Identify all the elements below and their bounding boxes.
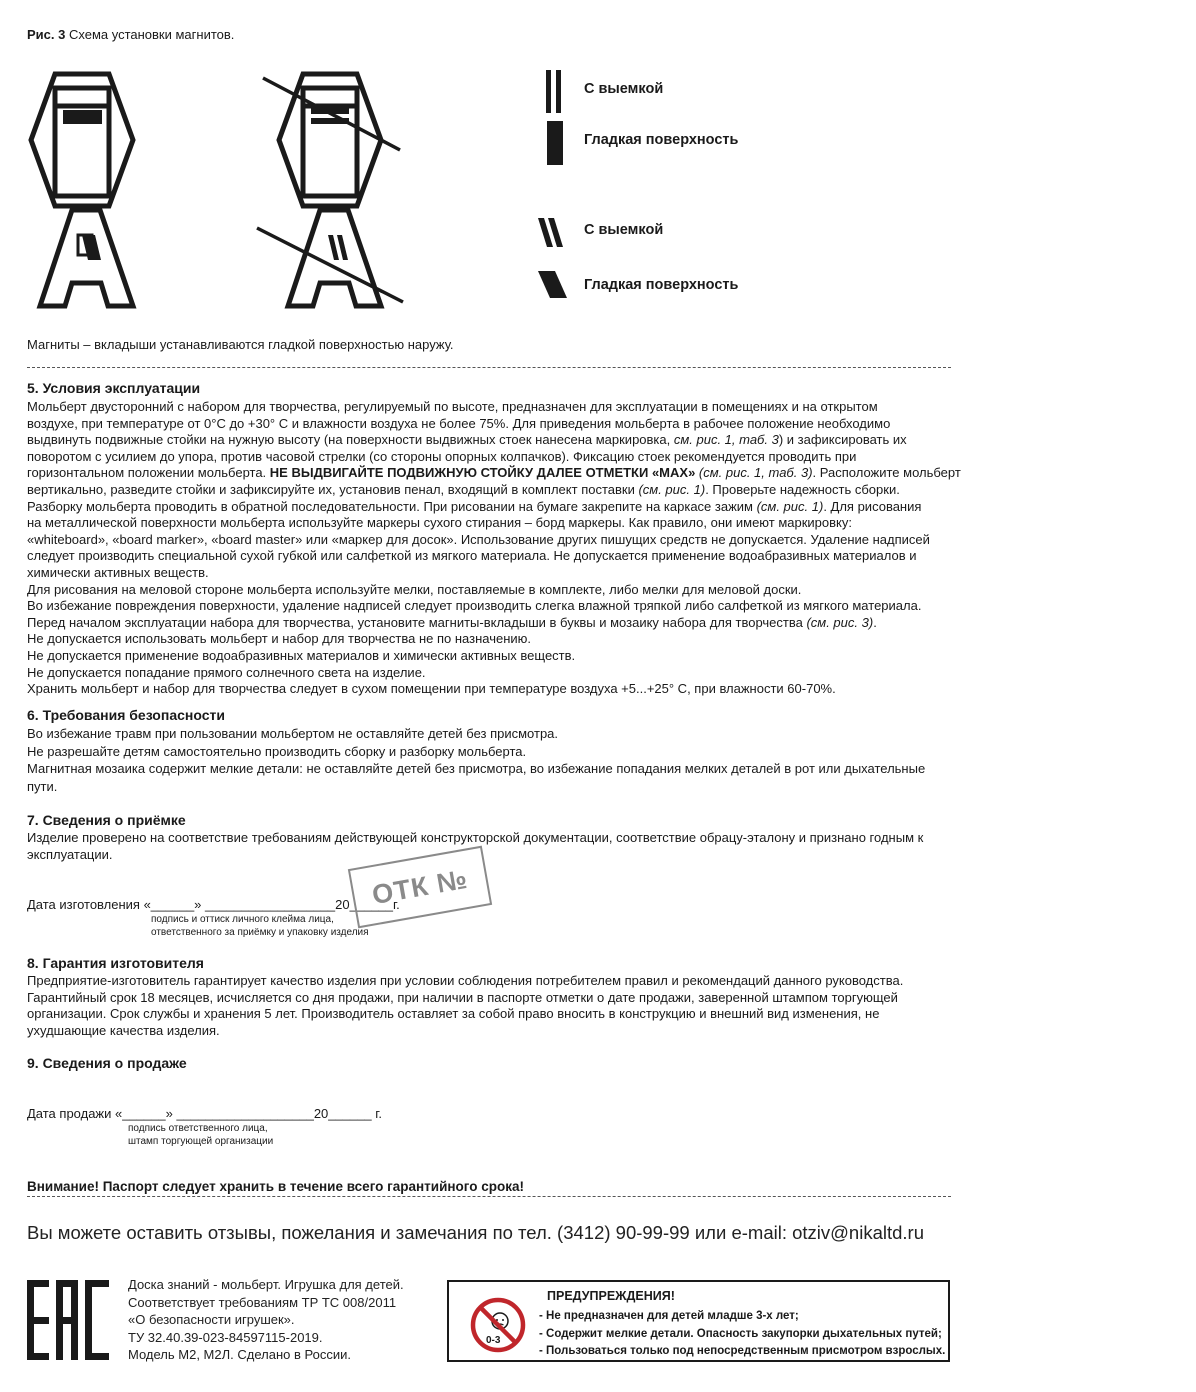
hexagon-correct-icon: [31, 74, 133, 206]
warning-item: - Содержит мелкие детали. Опасность закупорки дыхательных путей;: [539, 1327, 942, 1340]
warning-item: - Пользоваться только под непосредственным присмотром взрослых.: [539, 1345, 946, 1357]
section-9-title: 9. Сведения о продаже: [27, 1055, 187, 1071]
section-8-title: 8. Гарантия изготовителя: [27, 955, 204, 971]
otk-stamp: ОТК №: [348, 846, 492, 929]
magnet-note: Магниты – вкладыши устанавливаются гладкой поверхностью наружу.: [27, 337, 454, 352]
eac-logo: [27, 1280, 109, 1365]
magnet-diagram: [0, 50, 960, 320]
letter-a-correct-icon: [40, 210, 133, 306]
section-5-title: 5. Условия эксплуатации: [27, 380, 201, 396]
eac-mark-icon: [27, 1280, 109, 1360]
sale-date-line: Дата продажи «______» ___________________20______ г.: [27, 1106, 383, 1121]
groove-legend-icon: [546, 70, 561, 113]
svg-text:0-3: 0-3: [486, 1335, 501, 1346]
letter-a-wrong-icon: [257, 210, 403, 306]
divider: [27, 1196, 951, 1197]
legend-groove-label: С выемкой: [584, 81, 664, 97]
warnings-title: ПРЕДУПРЕЖДЕНИЯ!: [547, 1289, 675, 1303]
legend-groove-label-2: С выемкой: [584, 222, 664, 238]
attention-note: Внимание! Паспорт следует хранить в течение всего гарантийного срока!: [27, 1179, 524, 1194]
section-7-title: 7. Сведения о приёмке: [27, 812, 186, 828]
smooth-angled-legend-icon: [538, 271, 567, 298]
section-8-body: Предприятие-изготовитель гарантирует качество изделия при условии соблюдения потребителем правил и рекомендаций данного руководства. Гарантийный срок 18 месяцев, исчисляется со дня продажи, при наличии в паспорте отметки о дате продажи, заверенной штампом торгующей организации. Срок службы и хранения 5 лет. Производитель оставляет за собой право вносить в конструкцию и внешний вид изменения, не ухудшающие качества изделия.: [27, 973, 904, 1038]
sale-signature-caption: подпись ответственного лица, штамп торгующей организации: [128, 1123, 274, 1147]
warning-item: - Не предназначен для детей младше 3-х лет;: [539, 1310, 799, 1322]
divider: [27, 367, 951, 368]
section-5-body: Мольберт двусторонний с набором для творчества, регулируемый по высоте, предназначен для эксплуатации в помещениях и на открытом воздухе, при температуре от 0°С до +30° С и влажности воздуха не более 75%. Для приведения мольберта в рабочее положение необходимо выдвинуть подвижные стойки на нужную высоту (на поверхности выдвижных стоек нанесена маркировка, см. рис. 1, таб. 3) и зафиксировать их поворотом с усилием до упора, против часовой стрелки (со стороны опорных колпачков). Фиксацию стоек рекомендуется проводить при горизонтальном положении мольберта. НЕ ВЫДВИГАЙТЕ ПОДВИЖНУЮ СТОЙКУ ДАЛЕЕ ОТМЕТКИ «MAX» (см. рис. 1, таб. 3). Расположите мольберт вертикально, разведите стойки и зафиксируйте их, установив пенал, входящий в комплект поставки (см. рис. 1). Проверьте надежность сборки. Разборку мольберта проводить в обратной последовательности. При рисовании на бумаге закрепите на каркасе зажим (см. рис. 1). Для рисования на металлической поверхности мольберта используйте маркеры сухого стирания – борд маркеры. Как правило, они имеют маркировку: «whiteboard», «board marker», «board master» или «маркер для досок». Использование других пишущих средств не допускается. Удаление надписей следует производить специальной сухой губкой или салфеткой из мягкого материала. Не допускается применение водоабразивных материалов и химически активных веществ. Для рисования на меловой стороне мольберта используйте мелки, поставляемые в комплекте, либо мелки для меловой доски. Во избежание повреждения поверхности, удаление надписей следует производить слегка влажной тряпкой либо салфеткой из мягкого материала. Перед началом эксплуатации набора для творчества, установите магниты-вкладыши в буквы и мозаику набора для творчества (см. рис. 3). Не допускается использовать мольберт и набор для творчества не по назначению. Не допускается применение водоабразивных материалов и химически активных веществ. Не допускается попадание прямого солнечного света на изделие. Хранить мольберт и набор для творчества следует в сухом помещении при температуре воздуха +5...+25° С, при влажности 60-70%.: [27, 399, 961, 697]
section-7-body: Изделие проверено на соответствие требованиям действующей конструкторской документации, соответствие обрацу-эталону и признано годным к эксплуатации.: [27, 830, 924, 862]
age-restriction-icon: [469, 1296, 527, 1354]
feedback-line: Вы можете оставить отзывы, пожелания и замечания по тел. (3412) 90-99-99 или e-mail: otziv@nikaltd.ru: [27, 1222, 924, 1243]
smooth-legend-icon: [547, 121, 563, 165]
section-6-body: Во избежание травм при пользовании мольбертом не оставляйте детей без присмотра. Не разрешайте детям самостоятельно производить сборку и разборку мольберта. Магнитная мозаика содержит мелкие детали: не оставляйте детей без присмотра, во избежание попадания мелких деталей в рот или дыхательные пути.: [27, 726, 926, 794]
groove-angled-legend-icon: [538, 218, 563, 247]
warnings-list: [539, 1308, 945, 1361]
section-6-title: 6. Требования безопасности: [27, 707, 225, 723]
product-info: Доска знаний - мольберт. Игрушка для детей. Соответствует требованиям ТР ТС 008/2011 «О безопасности игрушек». ТУ 32.40.39-023-84597115-2019. Модель М2, М2Л. Сделано в России.: [128, 1277, 404, 1362]
figure-caption: Рис. 3 Схема установки магнитов.: [27, 27, 235, 42]
warnings-box: [447, 1280, 950, 1362]
legend-smooth-label: Гладкая поверхность: [584, 132, 739, 148]
legend-smooth-label-2: Гладкая поверхность: [584, 277, 739, 293]
manufacture-date-line: Дата изготовления «______» __________________20______г.: [27, 897, 400, 912]
acceptance-signature-caption: подпись и оттиск личного клейма лица, ответственного за приёмку и упаковку изделия: [151, 914, 369, 938]
